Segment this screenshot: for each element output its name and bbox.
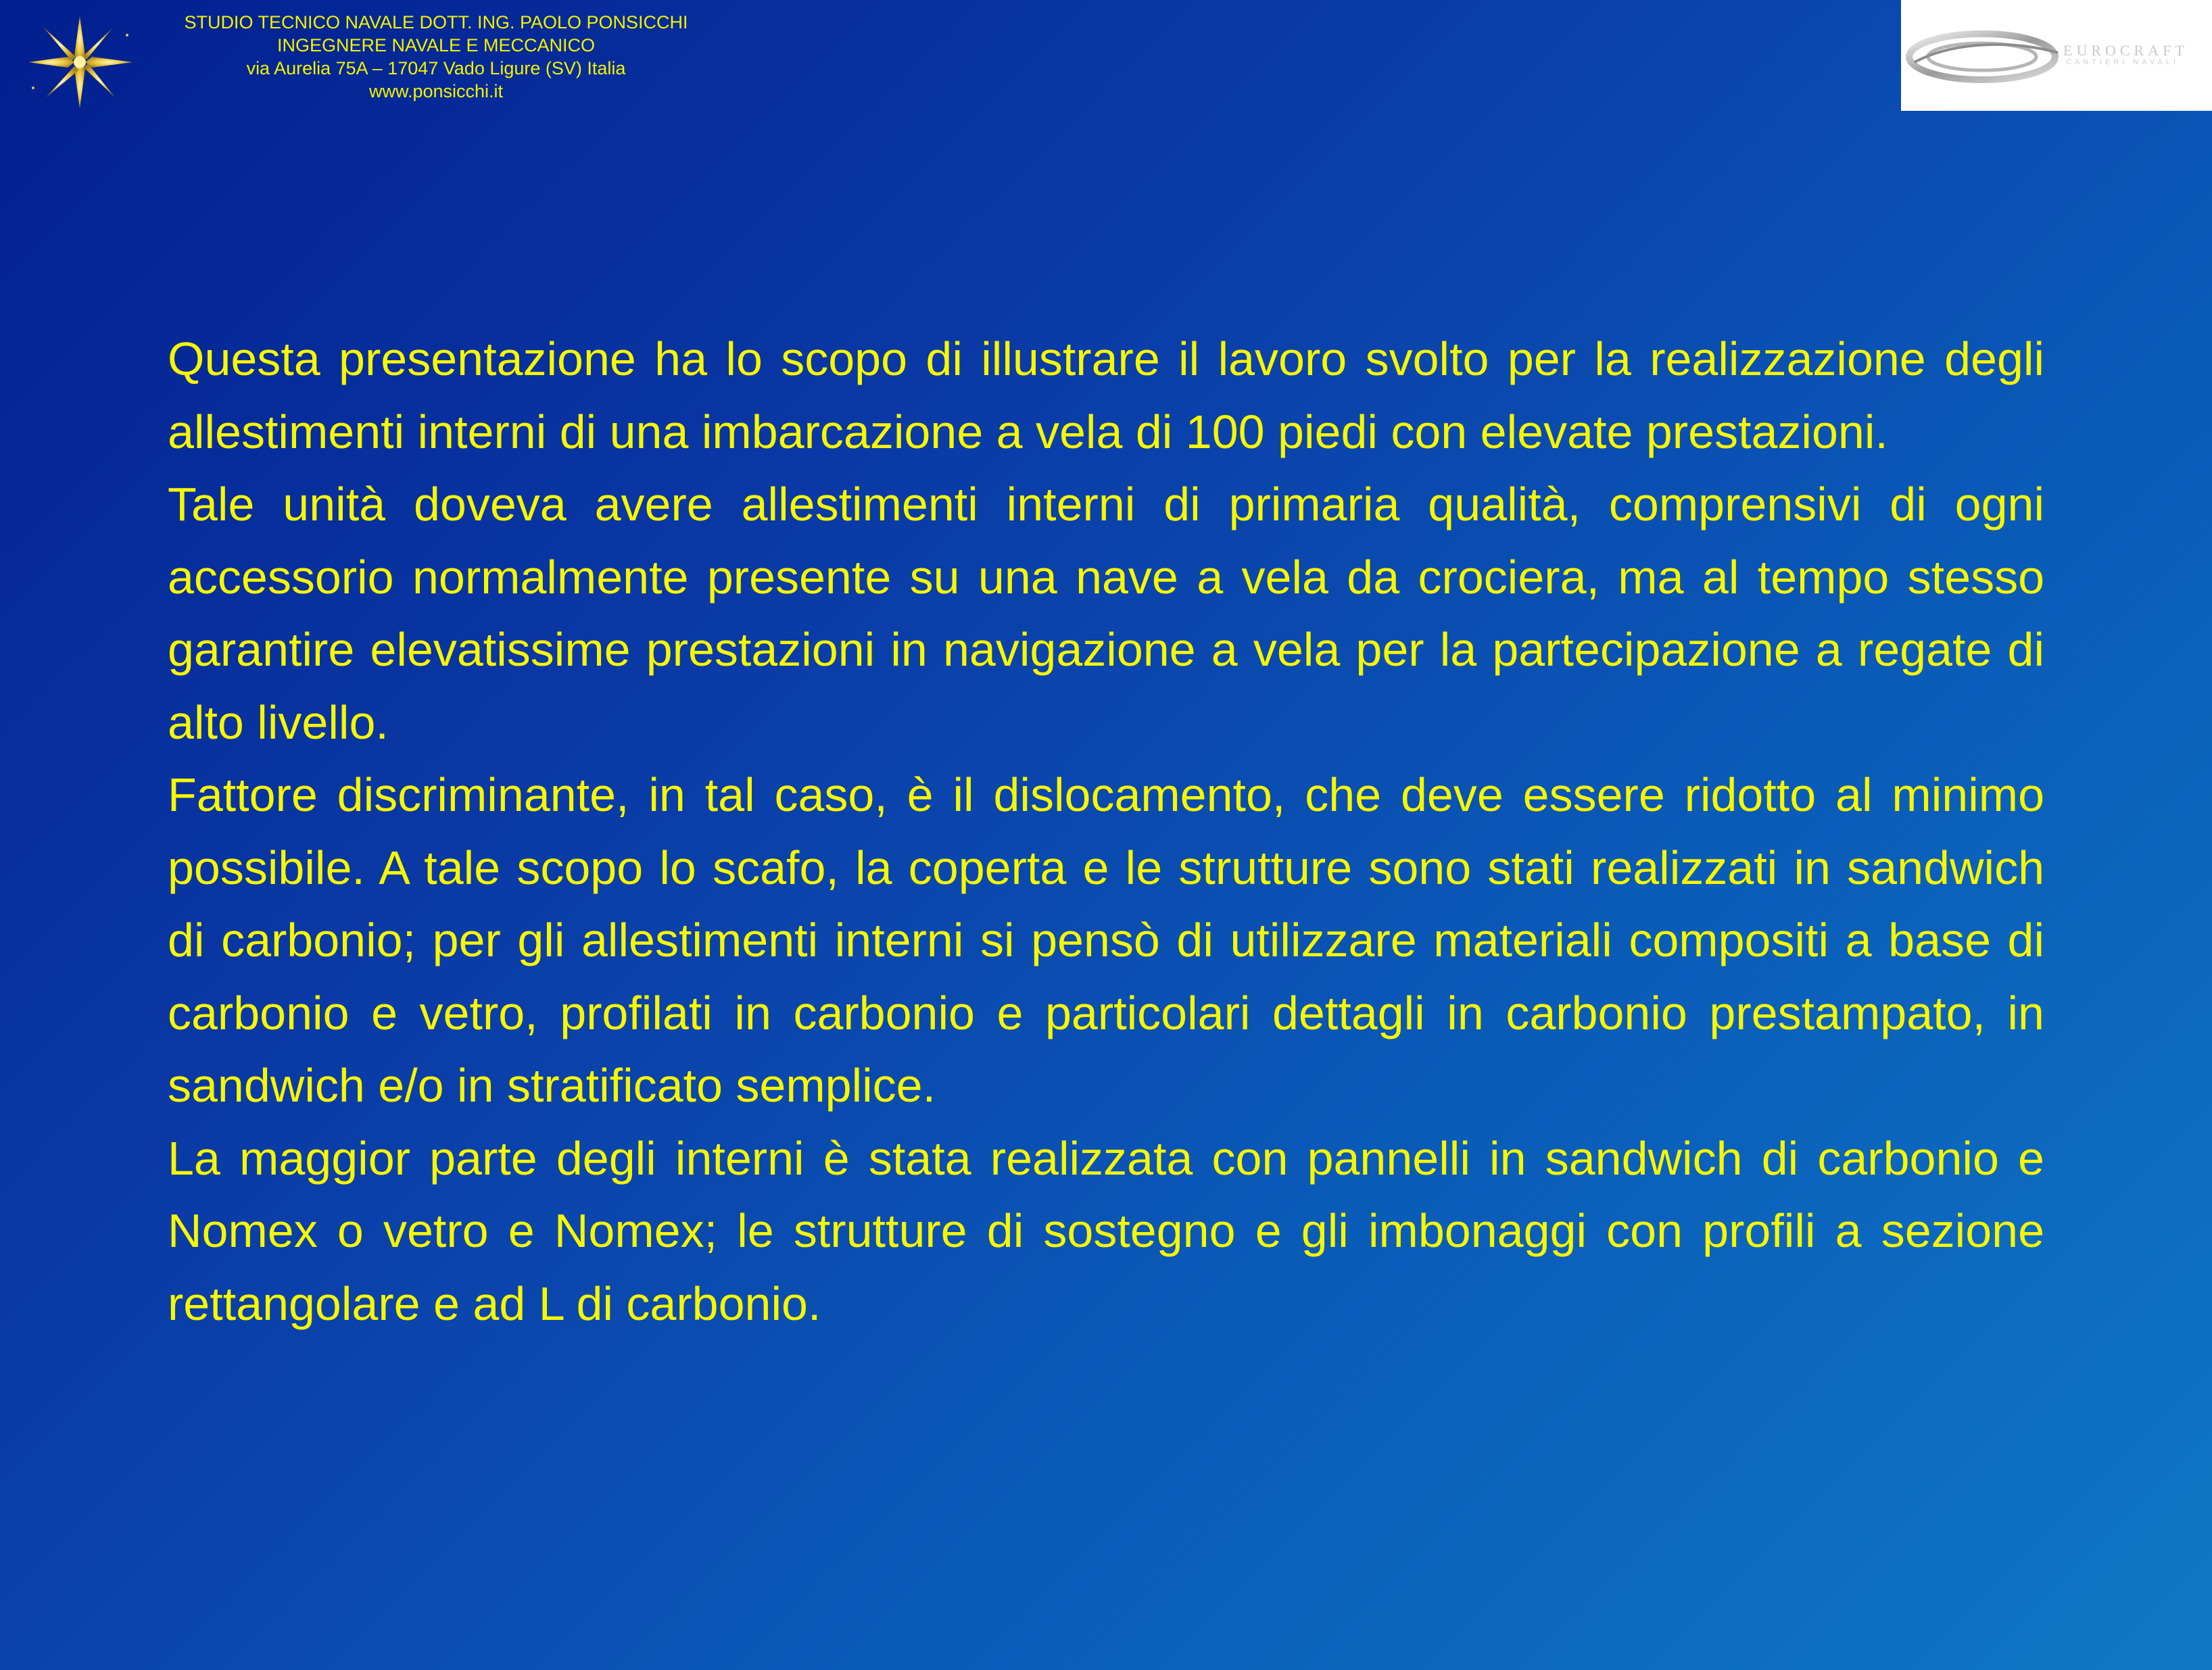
eurocraft-logo (1901, 0, 2212, 111)
studio-profession: INGEGNERE NAVALE E MECCANICO (276, 35, 596, 55)
studio-header (135, 11, 737, 103)
compass-star-icon (26, 15, 134, 109)
studio-name: STUDIO TECNICO NAVALE DOTT. ING. PAOLO PONSICCHI (184, 12, 688, 32)
brand-name: EUROCRAFT (2063, 42, 2188, 59)
paragraph-materials: La maggior parte degli interni è stata realizzata con pannelli in sandwich di carbonio e Nomex o vetro e Nomex; le strutture di sostegno e gli imbonaggi con profili a sezione rettangolare e ad L di carbonio. (168, 1131, 2044, 1330)
studio-address: via Aurelia 75A – 17047 Vado Ligure (SV) Italia (246, 58, 626, 78)
paragraph-requirements: Tale unità doveva avere allestimenti interni di primaria qualità, comprensivi di ogni accessorio normalmente presente su una nave a vela da crociera, ma al tempo stesso garantire elevatissime prestazioni in navigazione a vela per la partecipazione a regate di alto livello. (168, 478, 2044, 749)
paragraph-displacement: Fattore discriminante, in tal caso, è il dislocamento, che deve essere ridotto al minimo possibile. A tale scopo lo scafo, la coperta e le strutture sono stati realizzati in sandwich di carbonio; per gli allestimenti interni si pensò di utilizzare materiali compositi a base di carbonio e vetro, profilati in carbonio e particolari dettagli in carbonio prestampato, in sandwich e/o in stratificato semplice. (168, 768, 2044, 1112)
brand-subtitle: CANTIERI NAVALI (2066, 58, 2179, 66)
paragraph-intro: Questa presentazione ha lo scopo di illustrare il lavoro svolto per la realizzazione degli allestimenti interni di una imbarcazione a vela di 100 piedi con elevate prestazioni. (168, 333, 2044, 458)
presentation-text (168, 323, 2044, 1340)
studio-website: www.ponsicchi.it (368, 81, 504, 101)
